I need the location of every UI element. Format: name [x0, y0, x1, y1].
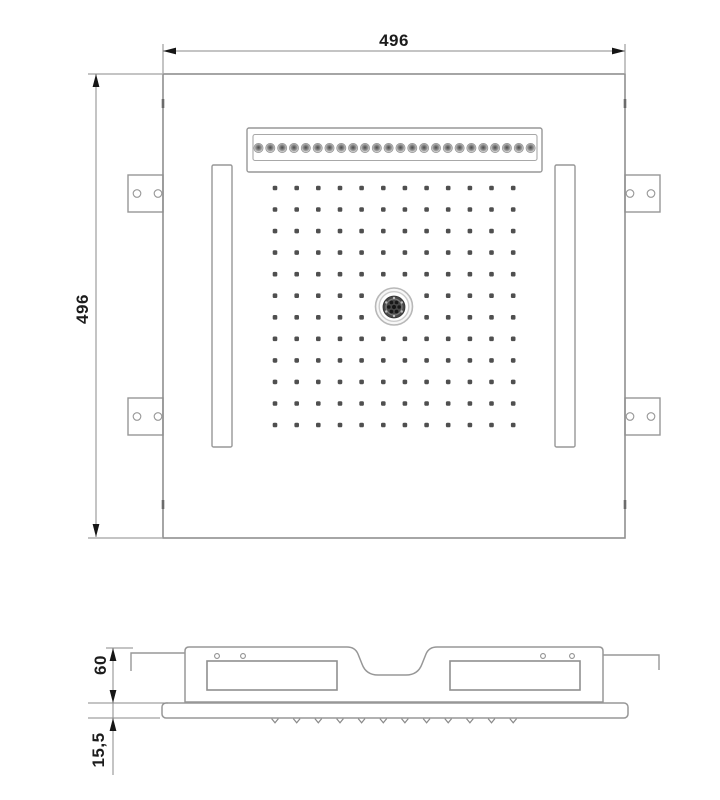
spray-dot — [359, 358, 364, 363]
spray-tip — [467, 719, 474, 723]
spray-dot — [359, 423, 364, 428]
spray-dot — [381, 186, 386, 191]
spray-dot — [403, 272, 408, 277]
spray-dot — [446, 358, 451, 363]
spray-dot — [446, 186, 451, 191]
spray-dot — [273, 293, 278, 298]
spray-dot — [294, 229, 299, 234]
spray-dot — [359, 272, 364, 277]
spray-dot — [468, 423, 473, 428]
spray-dot — [489, 229, 494, 234]
waterfall-hole — [455, 143, 464, 152]
spray-dot — [294, 293, 299, 298]
spray-dot — [403, 380, 408, 385]
mounting-tab-right — [603, 655, 659, 670]
spray-dot — [316, 358, 321, 363]
spray-tip — [423, 719, 430, 723]
spray-dot — [316, 250, 321, 255]
spray-dot — [359, 293, 364, 298]
spray-tip — [445, 719, 452, 723]
spray-dot — [316, 337, 321, 342]
spray-dot — [424, 401, 429, 406]
spray-dot — [381, 229, 386, 234]
mounting-tab-left — [131, 653, 185, 671]
spray-dot — [511, 337, 516, 342]
spray-dot — [294, 380, 299, 385]
spray-dot — [468, 315, 473, 320]
spray-dot — [294, 315, 299, 320]
spray-dot — [403, 401, 408, 406]
spray-dot — [381, 250, 386, 255]
spray-dot — [424, 423, 429, 428]
spray-dot — [403, 250, 408, 255]
spray-dot — [424, 250, 429, 255]
spray-tip — [488, 719, 495, 723]
spray-dot — [403, 358, 408, 363]
top-view — [128, 74, 660, 538]
spray-dot — [359, 250, 364, 255]
spray-dot — [424, 272, 429, 277]
spray-tip — [337, 719, 344, 723]
spray-dot — [446, 250, 451, 255]
spray-dot — [511, 315, 516, 320]
spray-dot — [424, 337, 429, 342]
bracket-hole — [133, 413, 141, 421]
spray-dot — [403, 229, 408, 234]
spray-dot — [316, 229, 321, 234]
dimension-depth-label: 60 — [91, 655, 110, 675]
spray-tip — [380, 719, 387, 723]
spray-dot — [316, 293, 321, 298]
spray-dot — [273, 337, 278, 342]
spray-dot — [511, 229, 516, 234]
waterfall-hole — [479, 143, 488, 152]
central-nozzle — [376, 288, 413, 325]
spray-tip — [272, 719, 279, 723]
spray-dot — [446, 380, 451, 385]
spray-dot — [446, 337, 451, 342]
spray-dot — [424, 207, 429, 212]
spray-dot — [359, 229, 364, 234]
spray-dot — [446, 315, 451, 320]
waterfall-hole — [289, 143, 298, 152]
spray-dot — [273, 229, 278, 234]
waterfall-hole — [420, 143, 429, 152]
spray-dot — [381, 272, 386, 277]
spray-dot — [511, 186, 516, 191]
spray-dot — [338, 337, 343, 342]
spray-dot — [273, 315, 278, 320]
spray-dot — [489, 186, 494, 191]
spray-tips — [272, 719, 517, 723]
spray-tip — [402, 719, 409, 723]
spray-dot — [511, 401, 516, 406]
spray-dot — [294, 423, 299, 428]
spray-dot — [468, 207, 473, 212]
spray-dot — [424, 229, 429, 234]
spray-dot — [294, 358, 299, 363]
spray-dot — [381, 207, 386, 212]
spray-dot — [338, 272, 343, 277]
spray-dot — [381, 401, 386, 406]
spray-dot — [338, 186, 343, 191]
spray-dot — [359, 207, 364, 212]
bracket-hole — [154, 190, 162, 198]
waterfall-hole — [502, 143, 511, 152]
spray-dot — [381, 423, 386, 428]
spray-dot — [424, 358, 429, 363]
spray-dot — [511, 358, 516, 363]
spray-dot — [316, 401, 321, 406]
spray-dot — [489, 272, 494, 277]
spray-dot — [294, 337, 299, 342]
spray-dot — [273, 401, 278, 406]
spray-dot — [468, 358, 473, 363]
spray-dot — [273, 358, 278, 363]
spray-dot — [403, 423, 408, 428]
spray-dot — [294, 272, 299, 277]
spray-dot — [511, 250, 516, 255]
spray-dot — [338, 250, 343, 255]
spray-dot — [359, 337, 364, 342]
waterfall-hole — [384, 143, 393, 152]
bracket-hole — [133, 190, 141, 198]
dimension-height — [88, 74, 162, 538]
waterfall-hole — [266, 143, 275, 152]
spray-dot — [338, 358, 343, 363]
spray-dot — [359, 186, 364, 191]
waterfall-hole — [360, 143, 369, 152]
waterfall-hole — [431, 143, 440, 152]
dimension-height-label: 496 — [73, 294, 92, 324]
spray-dot — [511, 207, 516, 212]
spray-dot — [403, 207, 408, 212]
spray-dot — [316, 207, 321, 212]
spray-dot — [294, 186, 299, 191]
inner-channel-left — [207, 661, 337, 690]
spray-dot — [316, 380, 321, 385]
waterfall-strip — [247, 128, 542, 172]
waterfall-hole — [349, 143, 358, 152]
spray-dot — [424, 186, 429, 191]
spray-dot — [381, 358, 386, 363]
spray-dot — [359, 315, 364, 320]
spray-dot — [338, 229, 343, 234]
spray-dot — [489, 315, 494, 320]
spray-tip — [358, 719, 365, 723]
spray-dot — [294, 207, 299, 212]
spray-dot — [338, 207, 343, 212]
waterfall-hole — [467, 143, 476, 152]
spray-dot — [316, 186, 321, 191]
bracket-hole — [626, 190, 634, 198]
spray-dot — [468, 337, 473, 342]
waterfall-hole — [372, 143, 381, 152]
bracket-hole — [626, 413, 634, 421]
spray-dot — [294, 250, 299, 255]
waterfall-hole — [408, 143, 417, 152]
spray-dot — [273, 207, 278, 212]
spray-dot — [489, 293, 494, 298]
spray-dot — [424, 380, 429, 385]
waterfall-hole — [491, 143, 500, 152]
spray-dot — [489, 337, 494, 342]
spray-dot — [316, 315, 321, 320]
spray-dot — [511, 293, 516, 298]
spray-dot — [338, 380, 343, 385]
waterfall-hole — [254, 143, 263, 152]
inner-channel-right — [450, 661, 580, 690]
waterfall-hole — [514, 143, 523, 152]
spray-dot — [489, 401, 494, 406]
spray-dot — [403, 186, 408, 191]
spray-dot — [468, 272, 473, 277]
spray-dot — [446, 272, 451, 277]
spray-dot — [446, 229, 451, 234]
waterfall-hole — [337, 143, 346, 152]
spray-dot — [403, 337, 408, 342]
waterfall-hole — [313, 143, 322, 152]
spray-dot — [489, 423, 494, 428]
spray-dot — [468, 250, 473, 255]
spray-dot — [489, 380, 494, 385]
spray-tip — [510, 719, 517, 723]
spray-dot — [424, 315, 429, 320]
spray-dot — [446, 423, 451, 428]
waterfall-hole — [301, 143, 310, 152]
faceplate-profile — [162, 703, 628, 718]
spray-dot — [338, 401, 343, 406]
spray-dot — [489, 207, 494, 212]
spray-dot — [511, 380, 516, 385]
bracket-hole — [154, 413, 162, 421]
spray-dot — [338, 293, 343, 298]
spray-dot — [446, 401, 451, 406]
spray-dot — [294, 401, 299, 406]
spray-dot — [316, 423, 321, 428]
spray-dot — [359, 380, 364, 385]
spray-dot — [511, 272, 516, 277]
spray-dot — [273, 186, 278, 191]
spray-tip — [293, 719, 300, 723]
spray-dot — [381, 337, 386, 342]
dimension-width-label: 496 — [379, 31, 409, 50]
led-bar-right — [555, 165, 575, 447]
spray-dot — [511, 423, 516, 428]
spray-dot — [359, 401, 364, 406]
waterfall-hole — [278, 143, 287, 152]
bracket-hole — [647, 413, 655, 421]
spray-dot — [446, 207, 451, 212]
spray-dot — [273, 272, 278, 277]
spray-dot — [273, 380, 278, 385]
spray-dot — [424, 293, 429, 298]
waterfall-hole — [396, 143, 405, 152]
spray-dot — [273, 250, 278, 255]
spray-dot — [338, 423, 343, 428]
spray-dot — [446, 293, 451, 298]
waterfall-hole — [325, 143, 334, 152]
spray-dot — [468, 380, 473, 385]
spray-tip — [315, 719, 322, 723]
led-bar-left — [212, 165, 232, 447]
spray-dot — [316, 272, 321, 277]
spray-dot — [468, 186, 473, 191]
spray-dot — [468, 293, 473, 298]
spray-dot — [381, 380, 386, 385]
waterfall-hole — [443, 143, 452, 152]
spray-dot — [489, 250, 494, 255]
bracket-hole — [647, 190, 655, 198]
spray-dot — [338, 315, 343, 320]
spray-dot — [273, 423, 278, 428]
spray-dot — [468, 401, 473, 406]
spray-dot — [489, 358, 494, 363]
spray-dot — [468, 229, 473, 234]
dimension-thickness-label: 15,5 — [89, 732, 108, 768]
side-view — [131, 647, 659, 723]
waterfall-hole — [526, 143, 535, 152]
